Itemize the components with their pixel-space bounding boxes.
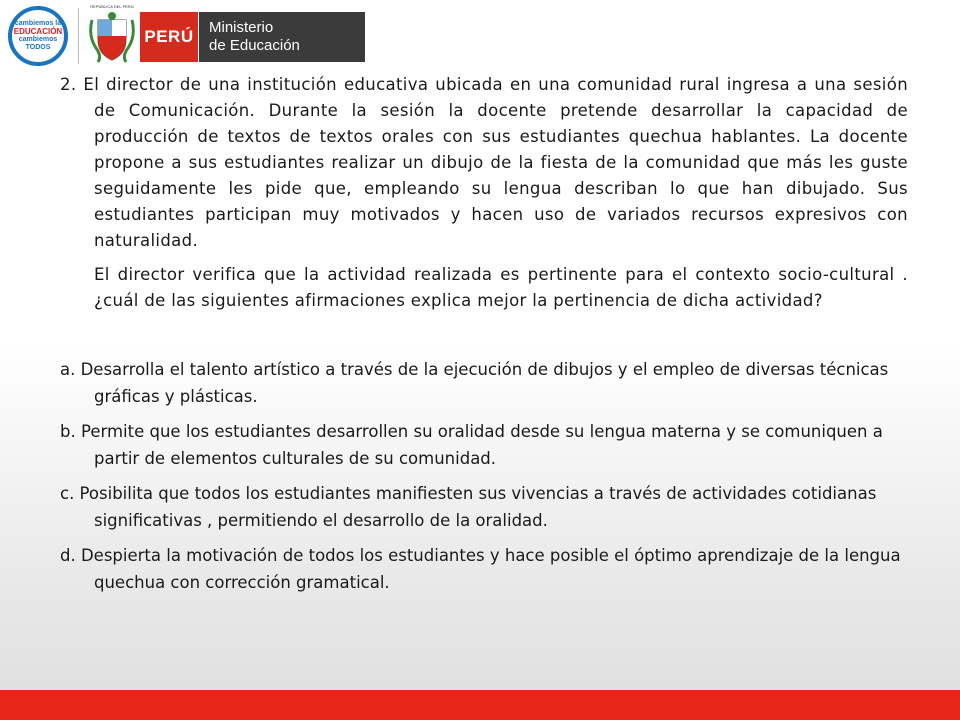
option-a: a. Desarrolla el talento artístico a través de la ejecución de dibujos y el empleo de diversas técnicas gráficas y plásticas. xyxy=(60,360,889,406)
option-c: c. Posibilita que todos los estudiantes manifiesten sus vivencias a través de actividades cotidianas significativas , permitiendo el desarrollo de la oralidad. xyxy=(60,484,877,530)
question-paragraph-1: 2. El director de una institución educativa ubicada en una comunidad rural ingresa a una sesión de Comunicación. Durante la sesión la docente pretende desarrollar la capacidad de producción de textos de textos orales con sus estudiantes quechua hablantes. La docente propone a sus estudiantes realizar un dibujo de la fiesta de la comunidad que más les guste seguidamente les pide que, empleando su lengua describan lo que han dibujado. Sus estudiantes participan muy motivados y hacen uso de variados recursos expresivos con naturalidad. xyxy=(60,75,908,250)
question-paragraph-2: El director verifica que la actividad realizada es pertinente para el contexto socio-cultural .¿cuál de las siguientes afirmaciones explica mejor la pertinencia de dicha actividad? xyxy=(94,265,908,310)
header xyxy=(0,0,960,70)
ministry-line1: Ministerio xyxy=(209,19,274,36)
country-label: PERÚ xyxy=(144,27,194,46)
option-b: b. Permite que los estudiantes desarrollen su oralidad desde su lengua materna y se comuniquen a partir de elementos culturales de su comunidad. xyxy=(60,422,883,468)
campaign-logo-line1: cambiemos la xyxy=(14,20,62,27)
logo-divider xyxy=(78,8,79,64)
peru-logo-box xyxy=(140,12,198,62)
ministry-logo-box xyxy=(199,12,365,62)
campaign-logo xyxy=(8,6,68,66)
coat-of-arms-icon xyxy=(88,10,136,64)
answer-options xyxy=(60,356,908,596)
slide-content xyxy=(60,72,908,604)
campaign-logo-line2: EDUCACIÓN xyxy=(13,27,63,36)
option-d: d. Despierta la motivación de todos los estudiantes y hace posible el óptimo aprendizaje de la lengua quechua con corrección gramatical. xyxy=(60,546,901,592)
shield-caption: REPÚBLICA DEL PERÚ xyxy=(90,4,134,9)
ministry-line2: de Educación xyxy=(209,37,300,54)
campaign-logo-line4: TODOS xyxy=(25,44,51,51)
question-block xyxy=(60,72,908,314)
footer-bar xyxy=(0,690,960,720)
campaign-logo-line3: cambiemos xyxy=(18,36,58,43)
